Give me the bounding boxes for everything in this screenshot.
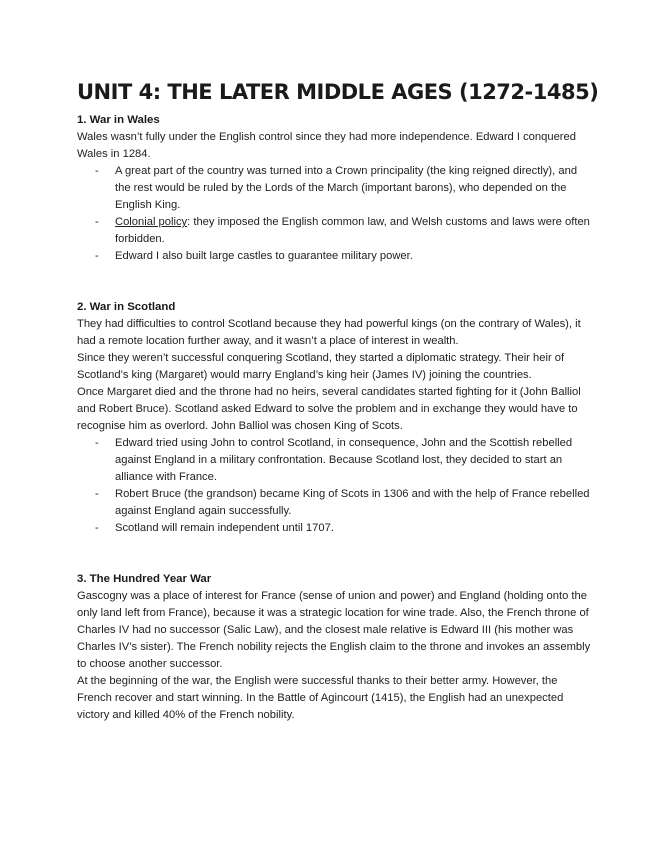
paragraph: Gascogny was a place of interest for France (sense of union and power) and England (holding onto the only land left from France), because it was a strategic location for wine trade. Also, the French throne of Charles IV had no successor (Salic Law), and the closest male relative is Edward III (his mother was Charles IV’s sister). The French nobility rejects the English claim to the throne and invokes an assembly to choose another successor. bbox=[77, 590, 591, 670]
list-item bbox=[95, 520, 595, 537]
section-spacer bbox=[77, 265, 595, 299]
list-item bbox=[95, 248, 595, 265]
list-item bbox=[95, 486, 595, 520]
bullet-list bbox=[77, 435, 595, 537]
document-body bbox=[77, 112, 595, 724]
dash-bullet-icon: - bbox=[95, 437, 99, 449]
list-item bbox=[95, 163, 595, 214]
list-item-text: : they imposed the English common law, and Welsh customs and laws were often forbidden. bbox=[115, 216, 590, 245]
section bbox=[77, 299, 595, 537]
paragraph: Wales wasn’t fully under the English control since they had more independence. Edward I conquered Wales in 1284. bbox=[77, 131, 576, 160]
dash-bullet-icon: - bbox=[95, 216, 99, 228]
list-item-text: Edward tried using John to control Scotland, in consequence, John and the Scottish rebelled against England in a military confrontation. Because Scotland lost, they decided to start an alliance with France. bbox=[115, 437, 573, 483]
bullet-list bbox=[77, 163, 595, 265]
paragraph: They had difficulties to control Scotland because they had powerful kings (on the contrary of Wales), it had a remote location further away, and it wasn’t a place of interest in wealth. bbox=[77, 318, 581, 347]
dash-bullet-icon: - bbox=[95, 488, 99, 500]
list-item-text: A great part of the country was turned into a Crown principality (the king reigned directly), and the rest would be ruled by the Lords of the March (important barons), who depended on the English King. bbox=[115, 165, 578, 211]
list-item bbox=[95, 435, 595, 486]
list-item bbox=[95, 214, 595, 248]
paragraph: Once Margaret died and the throne had no heirs, several candidates started fighting for it (John Balliol and Robert Bruce). Scotland asked Edward to solve the problem and in exchange they would have to recognise him as overlord. John Balliol was chosen King of Scots. bbox=[77, 386, 581, 432]
section-spacer bbox=[77, 537, 595, 571]
section bbox=[77, 571, 595, 724]
section-heading: 3. The Hundred Year War bbox=[77, 573, 212, 585]
list-item-text: Robert Bruce (the grandson) became King of Scots in 1306 and with the help of France rebelled against England again successfully. bbox=[115, 488, 590, 517]
section-heading: 1. War in Wales bbox=[77, 114, 160, 126]
list-item-text: Edward I also built large castles to guarantee military power. bbox=[115, 250, 413, 262]
dash-bullet-icon: - bbox=[95, 165, 99, 177]
paragraph: At the beginning of the war, the English were successful thanks to their better army. However, the French recover and start winning. In the Battle of Agincourt (1415), the English had an unexpected victory and killed 40% of the French nobility. bbox=[77, 675, 564, 721]
section-heading: 2. War in Scotland bbox=[77, 301, 176, 313]
section bbox=[77, 112, 595, 265]
list-item-text: Scotland will remain independent until 1707. bbox=[115, 522, 334, 534]
dash-bullet-icon: - bbox=[95, 522, 99, 534]
underlined-term: Colonial policy bbox=[115, 216, 188, 228]
paragraph: Since they weren’t successful conquering Scotland, they started a diplomatic strategy. Their heir of Scotland’s king (Margaret) would marry England’s king heir (James IV) joining the countries. bbox=[77, 352, 565, 381]
page-title: UNIT 4: THE LATER MIDDLE AGES (1272-1485) bbox=[77, 80, 599, 104]
dash-bullet-icon: - bbox=[95, 250, 99, 262]
